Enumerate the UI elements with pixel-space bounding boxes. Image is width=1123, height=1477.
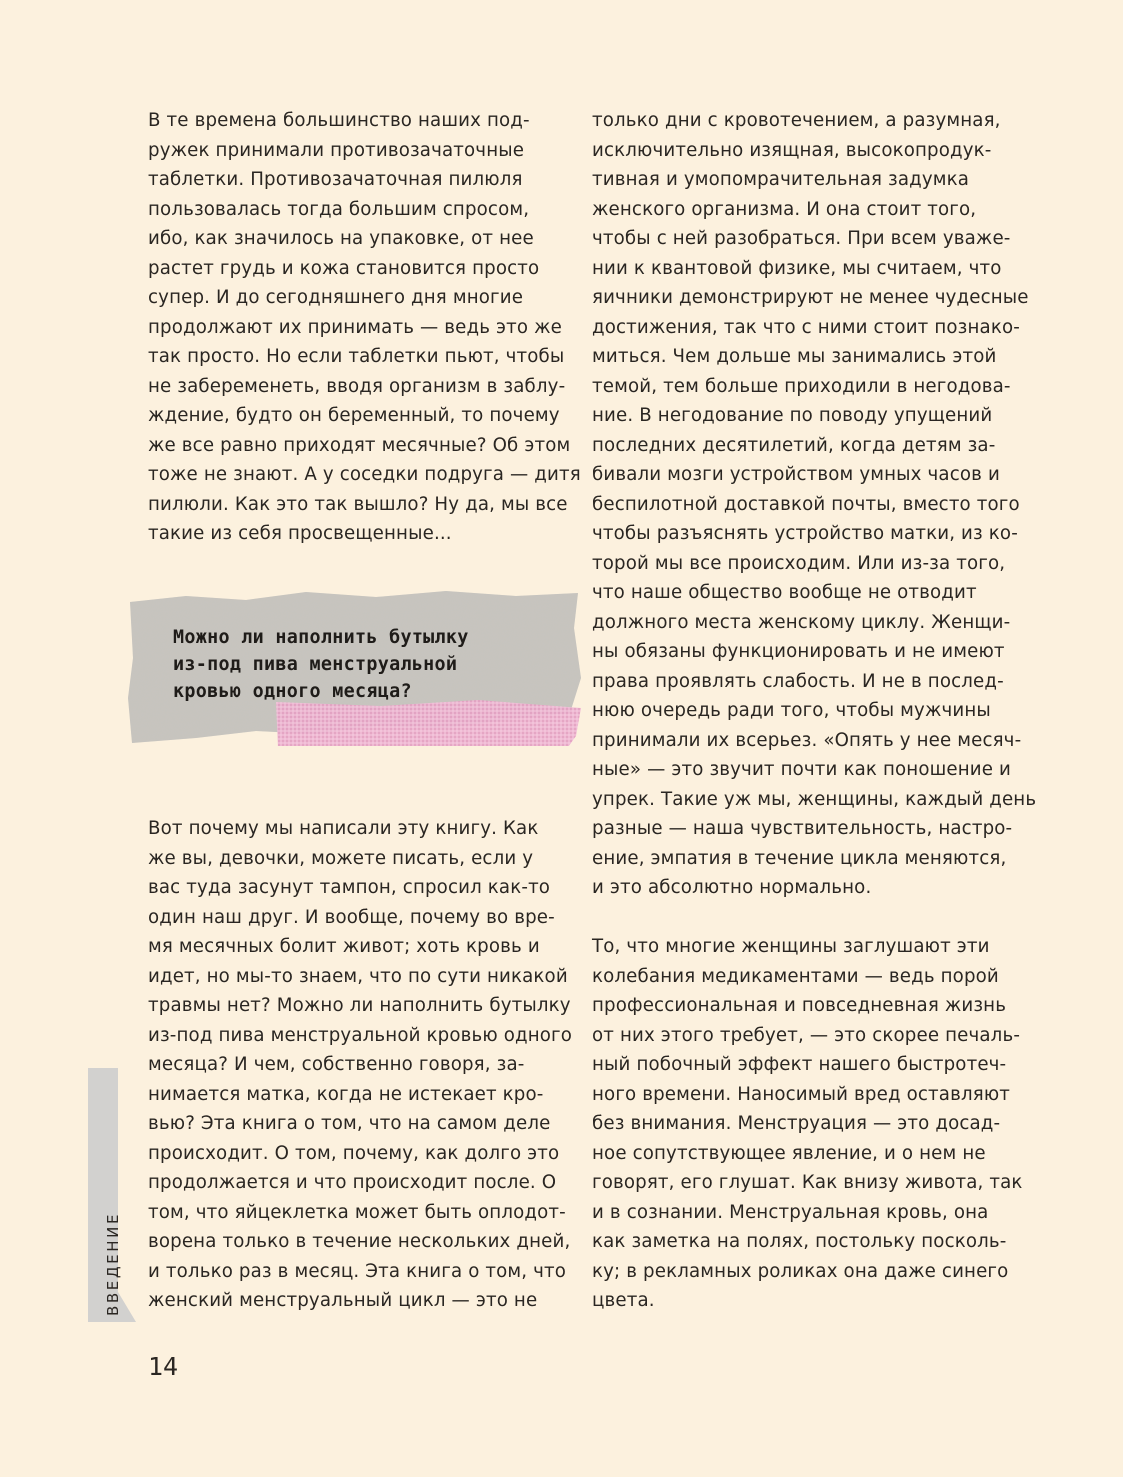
- text-line: происходит. О том, почему, как долго это: [148, 1142, 560, 1164]
- text-line: говорят, его глушат. Как внизу живота, так: [592, 1172, 1023, 1193]
- text-line: один наш друг. И вообще, почему во вре-: [148, 906, 555, 928]
- text-line: чтобы разъяснять устройство матки, из ко-: [592, 523, 1018, 544]
- text-line: разные — наша чувствительность, настро-: [592, 818, 1013, 839]
- text-line: Вот почему мы написали эту книгу. Как: [148, 818, 539, 839]
- text-line: продолжают их принимать — ведь это же: [148, 316, 562, 338]
- text-line: чтобы с ней разобраться. При всем уваже-: [592, 228, 1011, 249]
- text-line: что наше общество вообще не отводит: [592, 582, 977, 603]
- text-line: ние. В негодование по поводу упущений: [592, 405, 993, 426]
- text-line: ворена только в течение нескольких дней,: [148, 1231, 571, 1252]
- text-line: из-под пива менструальной: [173, 654, 458, 675]
- text-line: идет, но мы-то знаем, что по сути никакой: [148, 965, 568, 987]
- text-line: и в сознании. Менструальная кровь, она: [592, 1201, 989, 1223]
- text-line: ку; в рекламных роликах она даже синего: [592, 1260, 1009, 1282]
- text-line: же вы, девочки, можете писать, если у: [148, 847, 534, 869]
- text-line: такие из себя просвещенные...: [148, 523, 452, 544]
- text-line: упрек. Такие уж мы, женщины, каждый день: [592, 788, 1037, 810]
- text-line: от них этого требует, — это скорее печаль-: [592, 1024, 1021, 1046]
- text-line: же все равно приходят месячные? Об этом: [148, 434, 571, 456]
- right-column-top-text: [592, 106, 1036, 903]
- text-line: ны обязаны функционировать и не имеют: [592, 641, 1005, 662]
- text-line: травмы нет? Можно ли наполнить бутылку: [148, 995, 571, 1016]
- text-line: месяца? И чем, собственно говоря, за-: [148, 1054, 525, 1075]
- text-line: профессиональная и повседневная жизнь: [592, 995, 1007, 1016]
- text-line: последних десятилетий, когда детям за-: [592, 434, 996, 456]
- text-line: ный побочный эффект нашего быстротеч-: [592, 1054, 1007, 1075]
- text-line: как заметка на полях, постольку посколь-: [592, 1231, 1007, 1252]
- text-line: нюю очередь ради того, чтобы мужчины: [592, 700, 991, 721]
- section-tab-label: ВВЕДЕНИЕ: [104, 1211, 122, 1316]
- text-line: ибо, как значилось на упаковке, от нее: [148, 228, 534, 249]
- text-line: ного времени. Наносимый вред оставляют: [592, 1083, 1011, 1105]
- text-line: пользовалась тогда большим спросом,: [148, 198, 530, 220]
- text-line: ные» — это звучит почти как поношение и: [592, 759, 1011, 780]
- text-line: нии к квантовой физике, мы считаем, что: [592, 257, 1002, 279]
- text-line: ение, эмпатия в течение цикла меняются,: [592, 847, 1007, 869]
- text-line: тивная и умопомрачительная задумка: [592, 169, 970, 190]
- text-line: не забеременеть, вводя организм в заблу-: [148, 375, 566, 397]
- text-line: ждение, будто он беременный, то почему: [148, 405, 560, 426]
- text-line: исключительно изящная, высокопродук-: [592, 139, 992, 161]
- text-line: нимается матка, когда не истекает кро-: [148, 1083, 544, 1105]
- text-line: мя месячных болит живот; хоть кровь и: [148, 936, 540, 957]
- text-line: достижения, так что с ними стоит познако-: [592, 316, 1020, 338]
- text-line: кровью одного месяца?: [173, 681, 412, 702]
- text-line: том, что яйцеклетка может быть оплодот-: [148, 1201, 566, 1223]
- left-column-top-text: [148, 106, 581, 549]
- right-column-bottom-text: [592, 932, 1023, 1316]
- text-line: То, что многие женщины заглушают эти: [592, 936, 990, 957]
- text-line: растет грудь и кожа становится просто: [148, 257, 540, 279]
- pull-quote: [173, 624, 469, 705]
- text-line: темой, тем больше приходили в негодова-: [592, 375, 1011, 397]
- text-line: Можно ли наполнить бутылку: [173, 627, 469, 648]
- page-number: 14: [148, 1352, 179, 1381]
- text-line: беспилотной доставкой почты, вместо того: [592, 493, 1020, 515]
- text-line: женский менструальный цикл — это не: [148, 1290, 538, 1311]
- text-line: бивали мозги устройством умных часов и: [592, 464, 1000, 485]
- text-line: продолжается и что происходит после. О: [148, 1172, 557, 1193]
- text-line: без внимания. Менструация — это досад-: [592, 1113, 1001, 1134]
- text-line: миться. Чем дольше мы занимались этой: [592, 346, 997, 367]
- text-line: из-под пива менструальной кровью одного: [148, 1024, 573, 1046]
- text-line: права проявлять слабость. И не в послед-: [592, 670, 1004, 692]
- text-line: ное сопутствующее явление, и о нем не: [592, 1142, 986, 1164]
- text-line: так просто. Но если таблетки пьют, чтобы: [148, 346, 565, 367]
- text-line: и только раз в месяц. Эта книга о том, что: [148, 1260, 567, 1282]
- text-line: принимали их всерьез. «Опять у нее месяч-: [592, 729, 1022, 751]
- text-line: пилюли. Как это так вышло? Ну да, мы все: [148, 493, 568, 515]
- text-line: вас туда засунут тампон, спросил как-то: [148, 877, 551, 898]
- text-line: только дни с кровотечением, а разумная,: [592, 110, 1001, 131]
- left-column-bottom-text: [148, 814, 572, 1316]
- text-line: колебания медикаментами — ведь порой: [592, 965, 999, 987]
- text-line: ружек принимали противозачаточные: [148, 139, 525, 161]
- text-line: торой мы все происходим. Или из-за того,: [592, 552, 1006, 574]
- text-line: цвета.: [592, 1290, 655, 1311]
- text-line: В те времена большинство наших под-: [148, 110, 530, 131]
- text-line: вью? Эта книга о том, что на самом деле: [148, 1113, 551, 1134]
- text-line: женского организма. И она стоит того,: [592, 198, 977, 220]
- text-line: супер. И до сегодняшнего дня многие: [148, 287, 524, 308]
- text-line: яичники демонстрируют не менее чудесные: [592, 287, 1029, 308]
- text-line: должного места женскому циклу. Женщи-: [592, 611, 1011, 633]
- text-line: таблетки. Противозачаточная пилюля: [148, 169, 523, 190]
- text-line: тоже не знают. А у соседки подруга — дитя: [148, 464, 581, 485]
- text-line: и это абсолютно нормально.: [592, 877, 872, 898]
